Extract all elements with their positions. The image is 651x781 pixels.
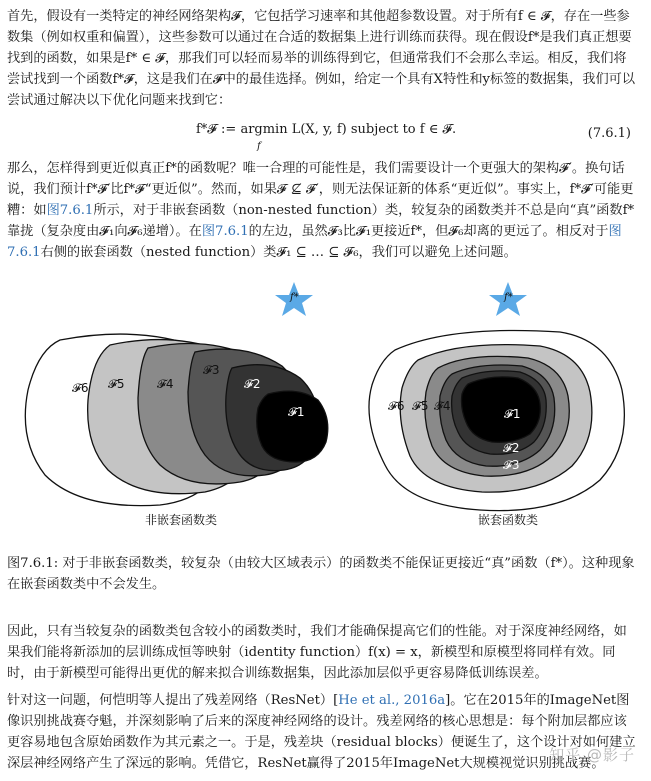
star-icon: [275, 282, 313, 316]
label-f5: 𝓕5: [412, 399, 429, 413]
label-f5: 𝓕5: [108, 377, 125, 391]
identity-paragraph: 因此，只有当较复杂的函数类包含较小的函数类时，我们才能确保提高它们的性能。对于深度神经网络，如果我们能将新添加的层训练成恒等映射（identity function）f(x) = x，新模型和原模型将同样有效。同时，由于新模型可能得出更优的解来拟合训练数据集，因此添加层似乎更容易降低训练误差。: [7, 624, 627, 681]
star-label: f*: [290, 292, 299, 303]
figure-ref-link[interactable]: 图7.6.1: [201, 224, 249, 239]
resnet-paragraph: [7, 690, 639, 774]
region-f1: [462, 377, 541, 442]
label-f6: 𝓕6: [388, 399, 405, 413]
text-run: ]。它在2015年的ImageNet图像识别挑战赛夺魁，并深刻影响了后来的深度神经网络的设计。残差网络的核心思想是：每个附加层都应该更容易地包含原始函数作为其元素之一。于是，残差块（residual blocks）便诞生了，这个设计对如何建立深层神经网络产生了深远的影响。凭借它，ResNet赢得了2015年ImageNet大规模视觉识别挑战赛。: [7, 693, 636, 771]
figure-caption: 图7.6.1: 对于非嵌套函数类，较复杂（由较大区域表示）的函数类不能保证更接近“真”函数（f*）。这种现象在嵌套函数类中不会发生。: [7, 556, 635, 592]
label-f1: 𝓕1: [288, 405, 305, 419]
label-f2: 𝓕2: [503, 441, 520, 455]
text-run: 的左边，虽然𝓕₃比𝓕₁更接近f*，但𝓕₆却离的更远了。相反对于: [248, 224, 609, 239]
nested-diagram: [369, 330, 624, 527]
label-f4: 𝓕4: [157, 377, 174, 391]
closer-paragraph: [7, 158, 639, 263]
star-icon: [489, 282, 527, 316]
left-figure-title: 非嵌套函数类: [145, 513, 218, 527]
region-f1: [257, 391, 328, 462]
label-f4: 𝓕4: [434, 399, 451, 413]
star-label: f*: [504, 292, 513, 303]
equation-number: (7.6.1): [587, 126, 631, 141]
label-f3: 𝓕3: [203, 363, 220, 377]
label-f6: 𝓕6: [72, 381, 89, 395]
intro-paragraph: 首先，假设有一类特定的神经网络架构𝓕，它包括学习速率和其他超参数设置。对于所有f ∈ 𝓕，存在一些参数集（例如权重和偏置），这些参数可以通过在合适的数据集上进行训练而获得。现在假设f*是我们真正想要找到的函数，如果是f* ∈ 𝓕，那我们可以轻而易举的训练得到它，但通常我们不会那么幸运。相反，我们将尝试找到一个函数f*𝓕，这是我们在𝓕中的最佳选择。例如，给定一个具有X特性和y标签的数据集，我们可以尝试通过解决以下优化问题来找到它：: [7, 9, 636, 108]
non-nested-diagram: [25, 334, 328, 527]
label-f1: 𝓕1: [504, 407, 521, 421]
figure-ref-link[interactable]: 图7.6.1: [46, 203, 94, 218]
right-figure-title: 嵌套函数类: [478, 513, 539, 527]
text-run: 右侧的嵌套函数（nested function）类𝓕₁ ⊆ … ⊆ 𝓕₆，我们可以避免上述问题。: [40, 245, 517, 260]
equation-body: f*𝓕 := argmin L(X, y, f) subject to f ∈ 𝓕.: [196, 122, 457, 137]
label-f2: 𝓕2: [244, 377, 261, 391]
figure-ref-link[interactable]: 图7.6.1: [7, 224, 622, 260]
text-run: 所示，对于非嵌套函数（non-nested function）类，较复杂的函数类并不总是向“真”函数f*靠拢（复杂度由𝓕₁向𝓕₆递增）。在: [7, 203, 635, 239]
label-f3: 𝓕3: [503, 458, 520, 472]
function-classes-figure: [0, 270, 651, 540]
text-run: 针对这一问题，何恺明等人提出了残差网络（ResNet）[: [7, 693, 339, 708]
equation-7-6-1: [0, 116, 651, 150]
watermark: 知乎 @影子: [549, 746, 635, 764]
citation-link[interactable]: He et al., 2016a: [338, 693, 446, 708]
text-run: 那么，怎样得到更近似真正f*的函数呢？唯一合理的可能性是，我们需要设计一个更强大的架构𝓕′。换句话说，我们预计f*𝓕′比f*𝓕“更近似”。然而，如果𝓕 ⊈ 𝓕′，则无法保证新的体系“更近似”。事实上，f*𝓕′可能更糟：如: [7, 161, 634, 218]
equation-subscript: f: [257, 141, 261, 152]
